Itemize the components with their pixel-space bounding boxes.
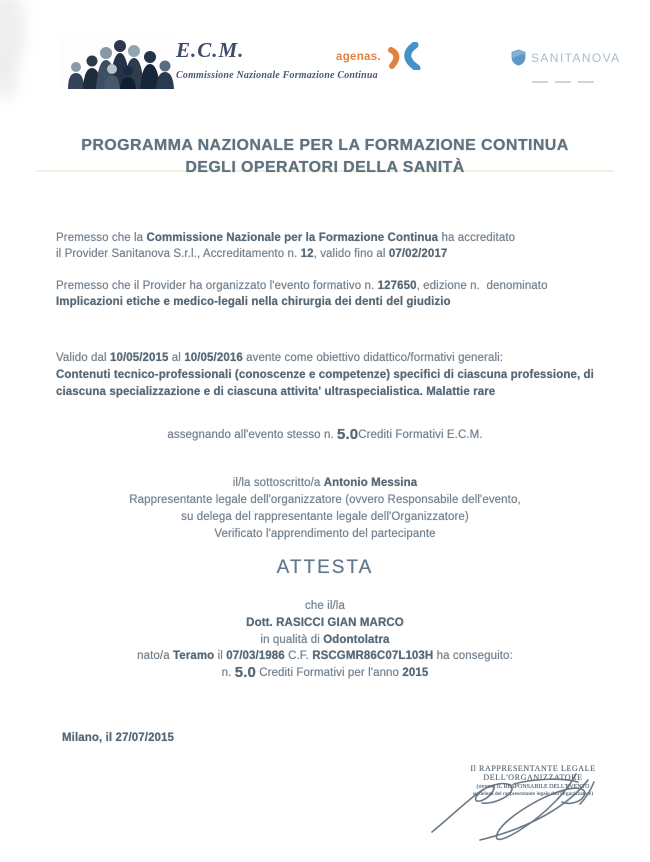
signature-title-line1: Il RAPPRESENTANTE LEGALE: [470, 764, 596, 773]
signer-line1: il/la sottoscritto/a Antonio Messina: [232, 477, 418, 489]
sanitanova-logo: [510, 49, 621, 88]
sanitanova-tagline: [532, 70, 621, 88]
attesta-heading: ATTESTA: [276, 557, 374, 578]
agenas-logo-mark-icon: [387, 42, 423, 70]
signature-title-line2: DELL'ORGANIZZATORE: [483, 773, 583, 782]
place-date: Milano, il 27/07/2015: [62, 732, 175, 744]
signer-line3: su delega del rappresentante legale dell'Organizzatore): [181, 511, 469, 523]
agenas-logo-text: agenas.: [336, 51, 381, 63]
paragraph-validity: Valido dal 10/05/2015 al 10/05/2016 avente come obiettivo didattico/formativi generali: Contenuti tecnico-professionali (conoscenze e competenze) specifici di ciascuna professione, di ciascuna specializzazione e di ciascuna attivita' ultraspecialistica. Malattie rare: [56, 352, 594, 398]
recipient-name: Dott. RASICCI GIAN MARCO: [246, 616, 404, 629]
ecm-logo-title: E.C.M.: [176, 38, 245, 62]
recipient-line1: che il/la: [305, 600, 345, 612]
recipient-birth-cf: nato/a Teramo il 07/03/1986 C.F. RSCGMR86C07L103H ha conseguito:: [137, 650, 513, 663]
recipient-qualification: in qualità di Odontolatra: [260, 633, 390, 646]
signer-declaration: [0, 475, 650, 543]
recipient-credits: n. 5.0 Crediti Formativi per l'anno 2015: [221, 664, 429, 682]
document-title: [0, 135, 650, 179]
signature-title-line3: (ovvero IL RESPONSABILE DELL'EVENTO: [476, 784, 590, 790]
signer-line4: Verificato l'apprendimento del partecipante: [214, 528, 436, 540]
signer-line2: Rappresentante legale dell'organizzatore (ovvero Responsabile dell'evento,: [129, 494, 521, 506]
document-title-line1: PROGRAMMA NAZIONALE PER LA FORMAZIONE CONTINUA: [81, 137, 569, 154]
sanitanova-shield-icon: [510, 49, 527, 66]
ecm-logo-subtitle: Commissione Nazionale Formazione Continua: [176, 70, 378, 81]
crowd-photo: [62, 33, 175, 89]
document-title-line2: DEGLI OPERATORI DELLA SANITÀ: [185, 159, 465, 176]
recipient-block: [0, 598, 650, 682]
credits-line: assegnando all'evento stesso n. 5.0Crediti Formativi E.C.M.: [167, 426, 483, 443]
sanitanova-logo-text: SANITANOVA: [531, 51, 621, 65]
paragraph-event: Premesso che il Provider ha organizzato l'evento formativo n. 127650, edizione n. denominato Implicazioni etiche e medico-legali nella chirurgia dei denti del giudizio: [56, 280, 548, 308]
paragraph-accreditation: Premesso che la Commissione Nazionale per la Formazione Continua ha accreditato il Provider Sanitanova S.r.l., Accreditamento n. 12, valido fino al 07/02/2017: [56, 232, 516, 260]
scan-smudge: [0, 60, 18, 100]
handwritten-signature: [418, 770, 638, 858]
signature-title-line4: su delega del rappresentante legale dell'Organizzatore): [472, 791, 594, 797]
agenas-logo: [336, 42, 423, 70]
